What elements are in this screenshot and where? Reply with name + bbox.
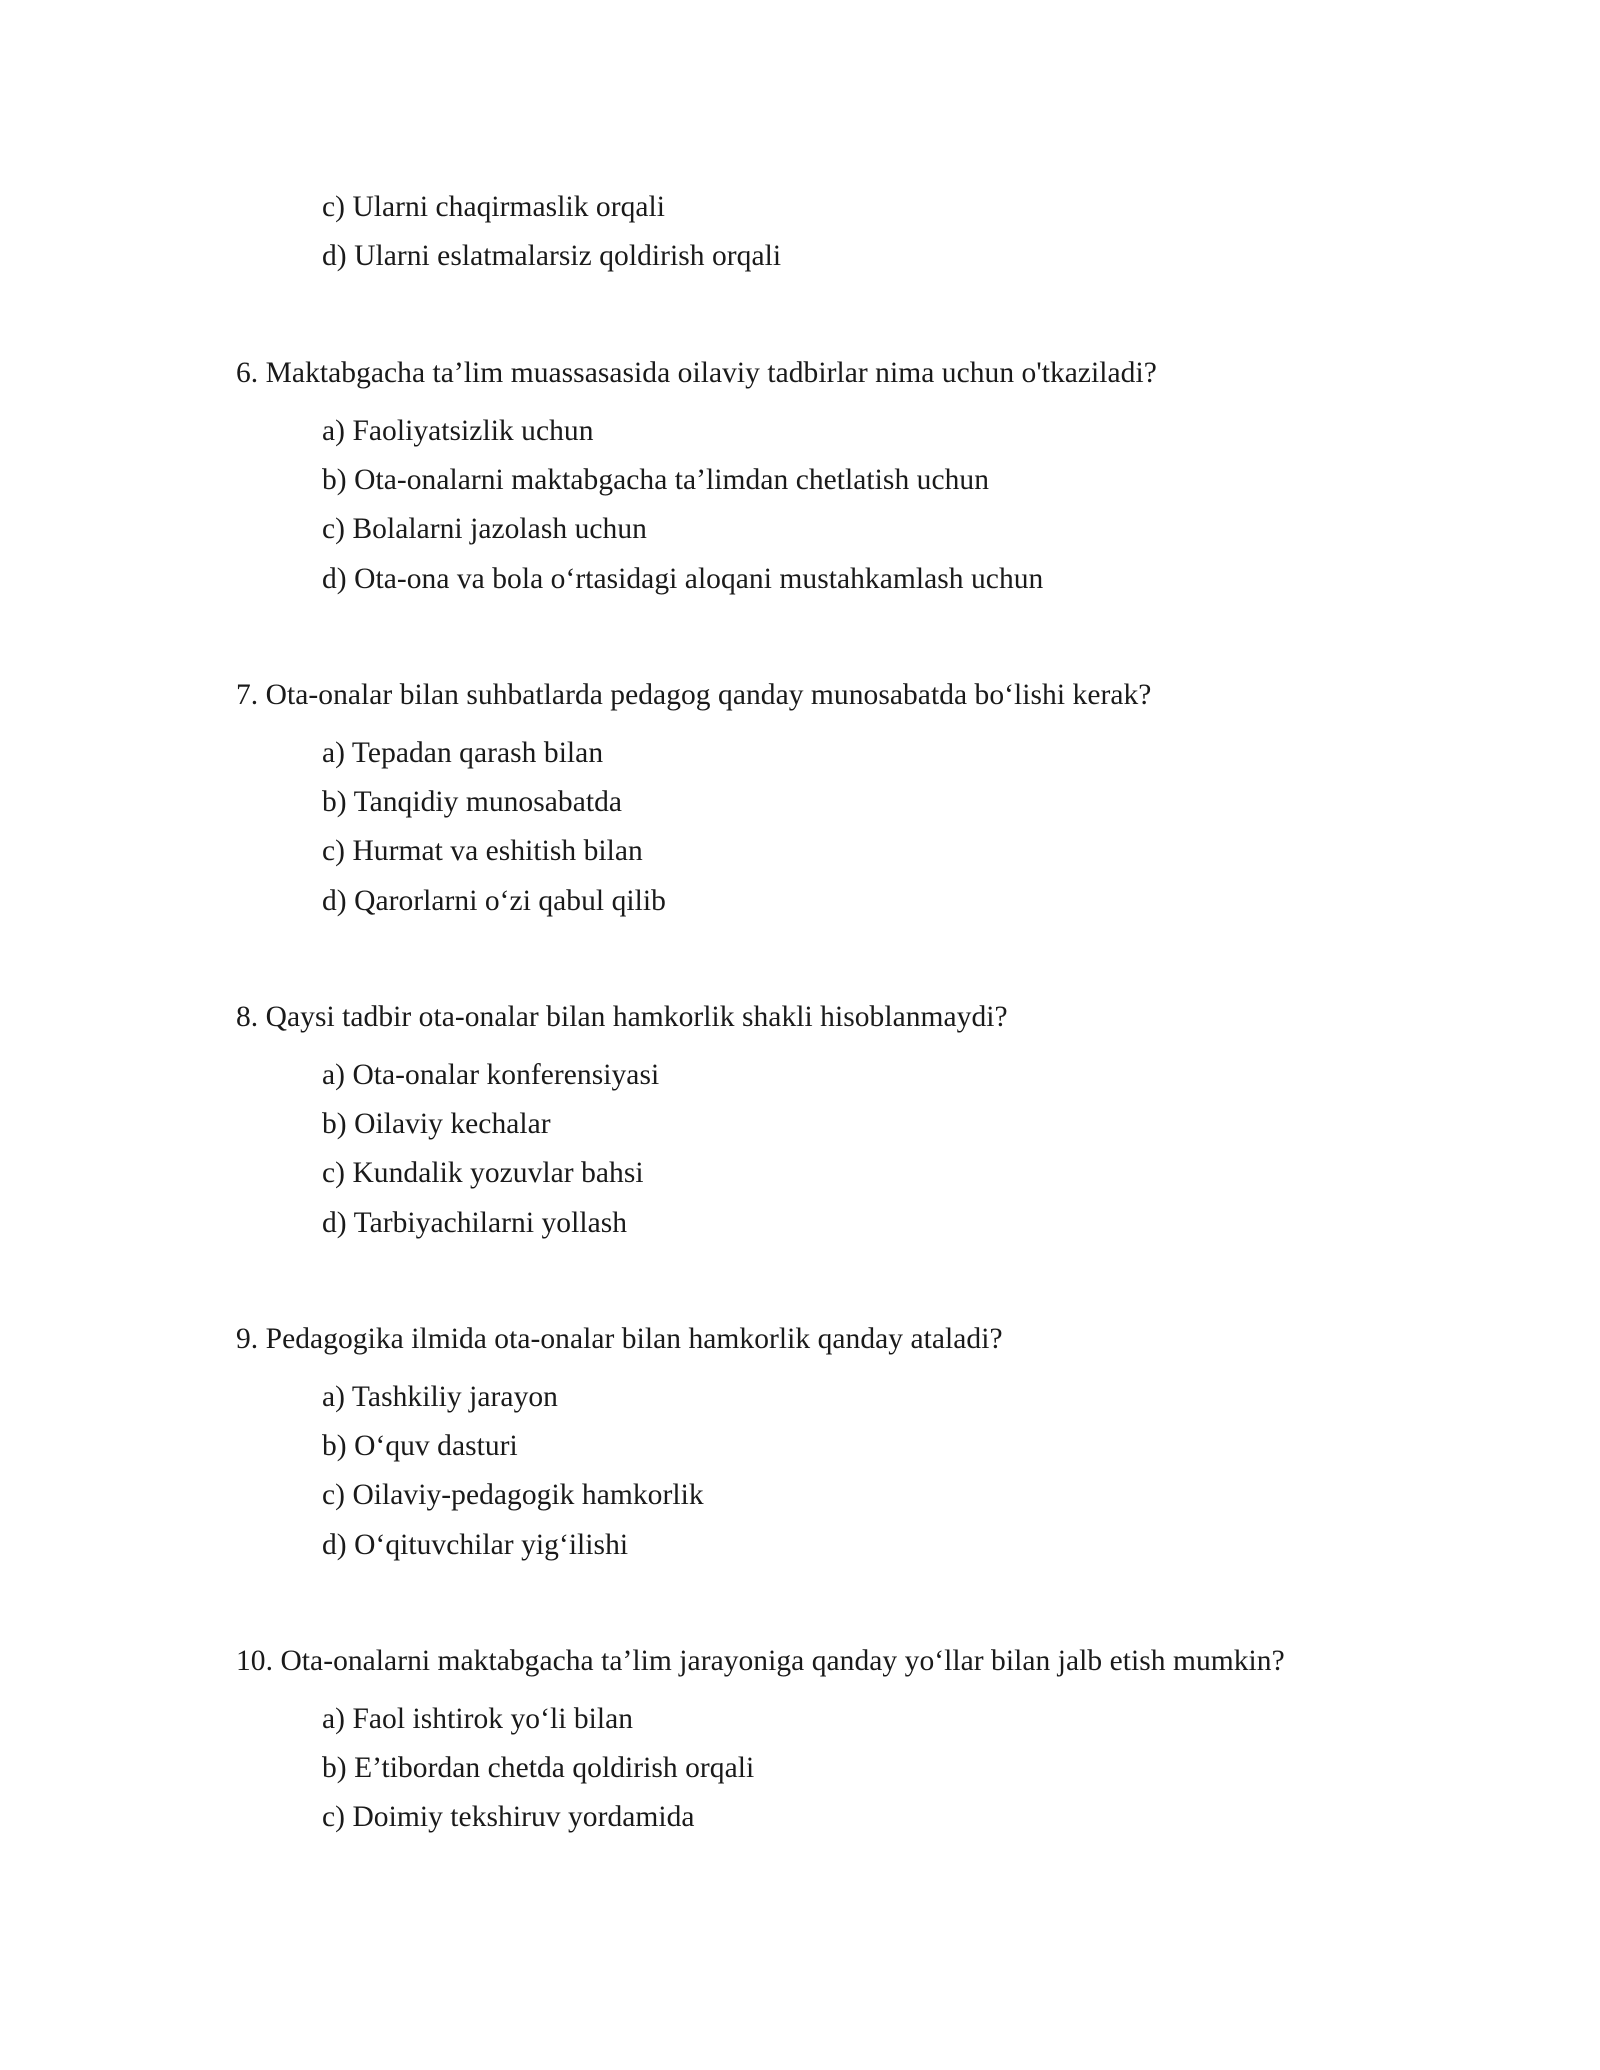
option-6c: c) Bolalarni jazolash uchun <box>322 513 647 545</box>
question-9: 9. Pedagogika ilmida ota-onalar bilan hamkorlik qanday ataladi? <box>236 1323 1003 1355</box>
option-10b: b) E’tibordan chetda qoldirish orqali <box>322 1752 755 1784</box>
option-5c: c) Ularni chaqirmaslik orqali <box>322 191 666 223</box>
option-8b: b) Oilaviy kechalar <box>322 1108 551 1140</box>
option-10c: c) Doimiy tekshiruv yordamida <box>322 1801 695 1833</box>
option-7c: c) Hurmat va eshitish bilan <box>322 835 643 867</box>
option-10a: a) Faol ishtirok yo‘li bilan <box>322 1703 634 1735</box>
option-6a: a) Faoliyatsizlik uchun <box>322 415 594 447</box>
option-9d: d) O‘qituvchilar yig‘ilishi <box>322 1529 629 1561</box>
option-7a: a) Tepadan qarash bilan <box>322 737 604 769</box>
question-7: 7. Ota-onalar bilan suhbatlarda pedagog qanday munosabatda bo‘lishi kerak? <box>236 679 1152 711</box>
option-8d: d) Tarbiyachilarni yollash <box>322 1207 628 1239</box>
option-6d: d) Ota-ona va bola o‘rtasidagi aloqani mustahkamlash uchun <box>322 563 1044 595</box>
option-7b: b) Tanqidiy munosabatda <box>322 786 623 818</box>
option-5d: d) Ularni eslatmalarsiz qoldirish orqali <box>322 240 782 272</box>
question-10: 10. Ota-onalarni maktabgacha ta’lim jarayoniga qanday yo‘llar bilan jalb etish mumkin? <box>236 1645 1285 1677</box>
option-9b: b) O‘quv dasturi <box>322 1430 518 1462</box>
option-7d: d) Qarorlarni o‘zi qabul qilib <box>322 885 666 917</box>
question-8: 8. Qaysi tadbir ota-onalar bilan hamkorlik shakli hisoblanmaydi? <box>236 1001 1008 1033</box>
option-8c: c) Kundalik yozuvlar bahsi <box>322 1157 644 1189</box>
option-9c: c) Oilaviy-pedagogik hamkorlik <box>322 1479 704 1511</box>
option-6b: b) Ota-onalarni maktabgacha ta’limdan chetlatish uchun <box>322 464 990 496</box>
option-8a: a) Ota-onalar konferensiyasi <box>322 1059 660 1091</box>
question-6: 6. Maktabgacha ta’lim muassasasida oilaviy tadbirlar nima uchun o'tkaziladi? <box>236 357 1157 389</box>
option-9a: a) Tashkiliy jarayon <box>322 1381 558 1413</box>
